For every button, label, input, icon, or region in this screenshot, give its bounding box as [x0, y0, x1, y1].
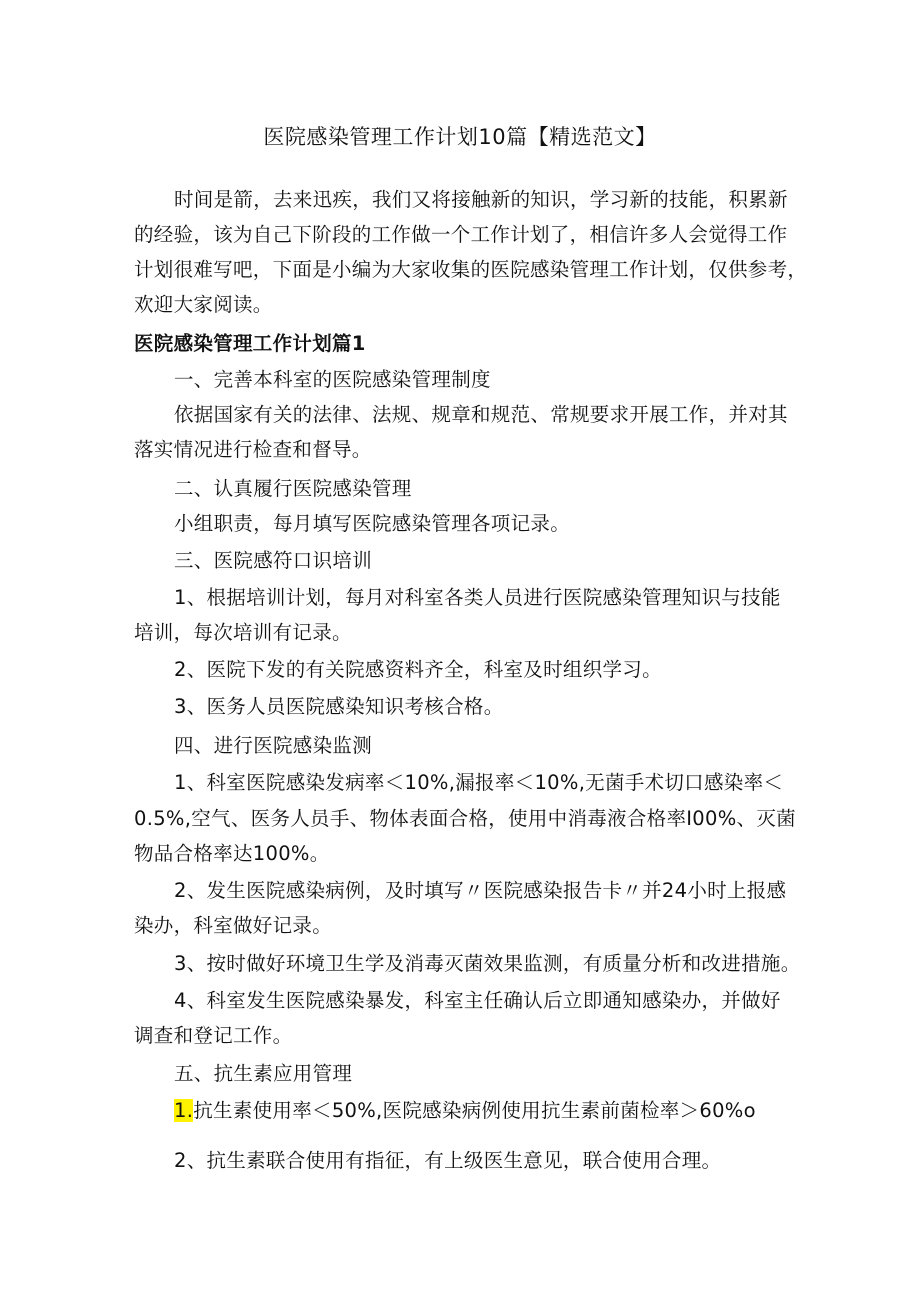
paragraph-line: 培训，每次培训有记录。 [134, 621, 352, 644]
paragraph-line: 落实情况进行检查和督导。 [134, 438, 372, 461]
paragraph-line [174, 1097, 756, 1125]
document-title: 医院感染管理工作计划10篇【精选范文】 [263, 125, 657, 149]
paragraph-line: 1、根据培训计划，每月对科室各类人员进行医院感染管理知识与技能 [174, 586, 781, 609]
subheading-4: 四、进行医院感染监测 [174, 734, 373, 757]
paragraph-line: 2、发生医院感染病例，及时填写〃医院感染报告卡〃并24小时上报感 [174, 879, 787, 902]
paragraph-line: 染办，科室做好记录。 [134, 914, 333, 937]
paragraph-line: 物品合格率达100%。 [134, 842, 330, 865]
paragraph-line: 3、按时做好环境卫生学及消毒灭菌效果监测，有质量分析和改进措施。 [174, 952, 801, 975]
paragraph-line: 2、抗生素联合使用有指征，有上级医生意见，联合使用合理。 [174, 1149, 722, 1172]
paragraph-line: 调查和登记工作。 [134, 1024, 293, 1047]
subheading-3: 三、医院感符口识培训 [174, 549, 373, 572]
intro-line: 欢迎大家阅读。 [134, 293, 273, 316]
paragraph-line: 4、科室发生医院感染暴发，科室主任确认后立即通知感染办，并做好 [174, 989, 781, 1012]
subheading-2: 二、认真履行医院感染管理 [174, 477, 412, 500]
section-heading: 医院感染管理工作计划篇1 [134, 332, 366, 355]
highlighted-number: 1. [174, 1099, 194, 1122]
paragraph-line: 小组职责，每月填写医院感染管理各项记录。 [174, 512, 571, 535]
intro-line: 时间是箭，去来迅疾，我们又将接触新的知识，学习新的技能，积累新 [174, 188, 788, 211]
paragraph-line: 3、医务人员医院感染知识考核合格。 [174, 695, 504, 718]
paragraph-text: 抗生素使用率＜50%,医院感染病例使用抗生素前菌检率＞60%o [193, 1099, 756, 1122]
intro-line: 计划很难写吧，下面是小编为大家收集的医院感染管理工作计划，仅供参考， [134, 258, 808, 281]
paragraph-line: 1、科室医院感染发病率＜10%,漏报率＜10%,无菌手术切口感染率＜ [174, 771, 784, 794]
paragraph-line: 依据国家有关的法律、法规、规章和规范、常规要求开展工作，并对其 [174, 403, 788, 426]
subheading-1: 一、完善本科室的医院感染管理制度 [174, 368, 491, 391]
paragraph-line: 0.5%,空气、医务人员手、物体表面合格，使用中消毒液合格率I00%、灭菌 [134, 807, 796, 830]
subheading-5: 五、抗生素应用管理 [174, 1062, 353, 1085]
paragraph-line: 2、医院下发的有关院感资料齐全，科室及时组织学习。 [174, 658, 662, 681]
intro-line: 的经验，该为自己下阶段的工作做一个工作计划了，相信许多人会觉得工作 [134, 223, 788, 246]
